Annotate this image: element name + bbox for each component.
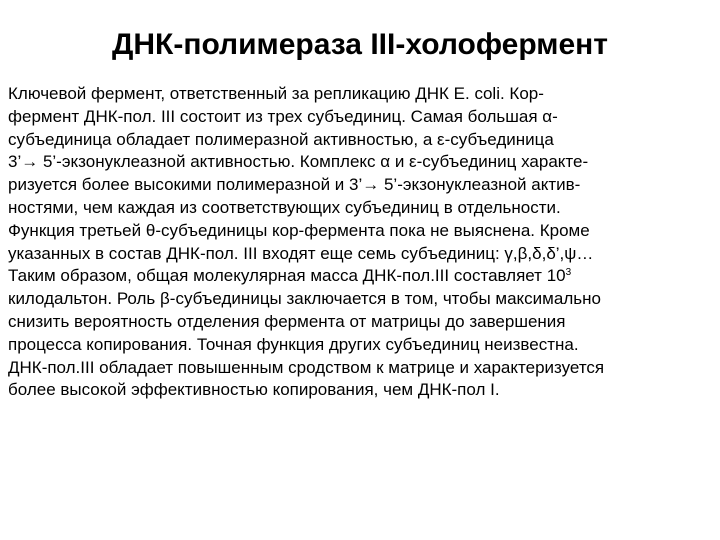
- body-line-mass: [8, 265, 714, 288]
- mass-exponent: 3: [565, 267, 572, 279]
- body-line: ностями, чем каждая из соответствующих субъединиц в отдельности.: [8, 197, 561, 217]
- body-line: фермент ДНК-пол. III состоит из трех субъединиц. Самая большая α-: [8, 106, 558, 126]
- body-line: Функция третьей θ-субъединицы кор-фермента пока не выяснена. Кроме: [8, 220, 590, 240]
- body-line: снизить вероятность отделения фермента от матрицы до завершения: [8, 311, 566, 331]
- body-line: килодальтон. Роль β-субъединицы заключается в том, чтобы максимально: [8, 289, 601, 309]
- slide-body: [8, 83, 714, 402]
- body-line: субъединица обладает полимеразной активностью, а ε-субъединица: [8, 129, 554, 149]
- body-line: процесса копирования. Точная функция других субъединиц неизвестна.: [8, 334, 579, 354]
- slide-title: ДНК-полимераза III-холофермент: [112, 28, 608, 61]
- body-line: более высокой эффективностью копирования, чем ДНК-пол I.: [8, 380, 500, 400]
- body-line: указанных в состав ДНК-пол. III входят еще семь субъединиц: γ,β,δ,δ’,ψ…: [8, 243, 594, 263]
- body-line: ДНК-пол.III обладает повышенным сродством к матрице и характеризуется: [8, 357, 605, 377]
- body-line: ризуется более высокими полимеразной и 3’→ 5’-экзонуклеазной актив-: [8, 175, 581, 195]
- mass-text: Таким образом, общая молекулярная масса ДНК-пол.III составляет 10: [8, 266, 566, 286]
- body-line: 3’→ 5’-экзонуклеазной активностью. Комплекс α и ε-субъединиц характе-: [8, 152, 589, 172]
- body-line: Ключевой фермент, ответственный за репликацию ДНК E. coli. Кор-: [8, 84, 544, 103]
